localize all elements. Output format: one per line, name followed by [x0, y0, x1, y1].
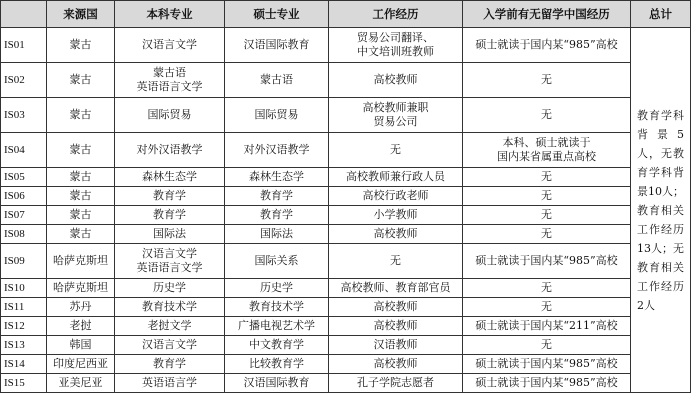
cell-prior-line: 无	[541, 227, 552, 240]
cell-country: 蒙古	[47, 187, 115, 206]
cell-id: IS14	[1, 355, 47, 374]
cell-prior-line: 无	[541, 338, 552, 351]
cell-bachelor-line: 国际法	[153, 227, 186, 240]
table-row	[1, 355, 691, 374]
table-row	[1, 133, 691, 168]
cell-bachelor-line: 英语语言学	[142, 376, 197, 389]
cell-bachelor	[115, 225, 225, 244]
table-row	[1, 225, 691, 244]
header-prior: 入学前有无留学中国经历	[463, 1, 631, 28]
cell-bachelor	[115, 206, 225, 225]
cell-work	[329, 317, 463, 336]
cell-bachelor	[115, 28, 225, 63]
cell-country: 印度尼西亚	[47, 355, 115, 374]
cell-master	[225, 133, 329, 168]
header-bachelor: 本科专业	[115, 1, 225, 28]
cell-master-line: 森林生态学	[249, 170, 304, 183]
cell-master-line: 汉语国际教育	[243, 38, 310, 51]
cell-master-line: 历史学	[260, 281, 293, 294]
cell-master	[225, 279, 329, 298]
cell-master-line: 教育学	[260, 208, 293, 221]
cell-country: 蒙古	[47, 133, 115, 168]
cell-work	[329, 355, 463, 374]
cell-bachelor-line: 教育学	[153, 208, 186, 221]
cell-bachelor	[115, 63, 225, 98]
cell-bachelor-line: 汉语言文学	[142, 338, 197, 351]
cell-bachelor	[115, 298, 225, 317]
cell-prior	[463, 279, 631, 298]
cell-prior	[463, 206, 631, 225]
cell-master	[225, 374, 329, 393]
cell-id: IS05	[1, 168, 47, 187]
cell-bachelor-line: 教育学	[153, 189, 186, 202]
cell-master	[225, 187, 329, 206]
cell-master	[225, 98, 329, 133]
cell-master	[225, 168, 329, 187]
cell-prior-line: 无	[541, 189, 552, 202]
cell-prior-line: 国内某省属重点高校	[497, 150, 596, 163]
cell-id: IS02	[1, 63, 47, 98]
cell-country: 蒙古	[47, 225, 115, 244]
cell-bachelor	[115, 279, 225, 298]
header-total: 总计	[631, 1, 691, 28]
cell-master	[225, 225, 329, 244]
cell-work-line: 高校教师兼职	[362, 101, 429, 114]
cell-prior-line: 本科、硕士就读于	[502, 136, 591, 149]
cell-bachelor	[115, 133, 225, 168]
cell-master-line: 国际贸易	[254, 108, 299, 121]
cell-bachelor-line: 国际贸易	[147, 108, 192, 121]
table-row	[1, 28, 691, 63]
cell-prior	[463, 28, 631, 63]
cell-prior	[463, 374, 631, 393]
cell-country: 蒙古	[47, 63, 115, 98]
cell-id: IS07	[1, 206, 47, 225]
table-row	[1, 298, 691, 317]
cell-bachelor-line: 森林生态学	[142, 170, 197, 183]
cell-bachelor-line: 蒙古语	[153, 66, 186, 79]
cell-prior-line: 无	[541, 281, 552, 294]
cell-master-line: 教育学	[260, 189, 293, 202]
cell-work	[329, 28, 463, 63]
table-row	[1, 206, 691, 225]
cell-bachelor	[115, 244, 225, 279]
table-row	[1, 187, 691, 206]
cell-master-line: 对外汉语教学	[243, 143, 310, 156]
cell-id: IS10	[1, 279, 47, 298]
cell-work-line: 高校教师、教育部官员	[340, 281, 451, 294]
cell-work-line: 贸易公司	[373, 115, 418, 128]
cell-bachelor	[115, 374, 225, 393]
cell-work-line: 高校教师	[373, 300, 418, 313]
cell-master	[225, 63, 329, 98]
cell-prior-line: 硕士就读于国内某“211”高校	[475, 319, 618, 332]
cell-prior	[463, 187, 631, 206]
cell-id: IS01	[1, 28, 47, 63]
cell-work	[329, 298, 463, 317]
header-row	[1, 1, 691, 28]
cell-id: IS08	[1, 225, 47, 244]
cell-work-line: 汉语教师	[373, 338, 418, 351]
cell-master-line: 汉语国际教育	[243, 376, 310, 389]
cell-bachelor	[115, 355, 225, 374]
cell-master	[225, 317, 329, 336]
table-row	[1, 279, 691, 298]
cell-work-line: 孔子学院志愿者	[357, 376, 434, 389]
cell-master	[225, 298, 329, 317]
cell-country: 苏丹	[47, 298, 115, 317]
cell-country: 韩国	[47, 336, 115, 355]
cell-bachelor-line: 英语语言文学	[136, 80, 203, 93]
cell-work	[329, 206, 463, 225]
cell-country: 蒙古	[47, 206, 115, 225]
cell-bachelor-line: 汉语言文学	[142, 247, 197, 260]
cell-master-line: 广播电视艺术学	[238, 319, 315, 332]
cell-master-line: 比较教育学	[249, 357, 304, 370]
header-country: 来源国	[47, 1, 115, 28]
cell-prior-line: 硕士就读于国内某“985”高校	[475, 357, 618, 370]
cell-prior	[463, 98, 631, 133]
cell-work-line: 高校教师	[373, 357, 418, 370]
cell-master-line: 中文教育学	[249, 338, 304, 351]
cell-work-line: 高校教师	[373, 73, 418, 86]
table-row	[1, 98, 691, 133]
cell-master-line: 蒙古语	[260, 73, 293, 86]
cell-bachelor-line: 老挝文学	[147, 319, 192, 332]
cell-country: 亚美尼亚	[47, 374, 115, 393]
cell-master-line: 国际关系	[254, 254, 299, 267]
table-row	[1, 317, 691, 336]
cell-bachelor-line: 英语语言文学	[136, 261, 203, 274]
cell-prior	[463, 355, 631, 374]
cell-prior	[463, 133, 631, 168]
table-header	[1, 1, 691, 28]
table-row	[1, 168, 691, 187]
cell-work	[329, 279, 463, 298]
cell-master	[225, 244, 329, 279]
table-row	[1, 244, 691, 279]
cell-bachelor	[115, 187, 225, 206]
cell-work-line: 高校教师	[373, 319, 418, 332]
cell-prior-line: 无	[541, 170, 552, 183]
cell-work	[329, 374, 463, 393]
cell-master	[225, 355, 329, 374]
cell-work-line: 高校教师兼行政人员	[346, 170, 445, 183]
cell-work-line: 高校行政老师	[362, 189, 429, 202]
cell-work	[329, 187, 463, 206]
cell-bachelor	[115, 336, 225, 355]
cell-master	[225, 336, 329, 355]
cell-prior	[463, 336, 631, 355]
cell-id: IS09	[1, 244, 47, 279]
cell-prior	[463, 225, 631, 244]
table-row	[1, 374, 691, 393]
cell-work-line: 高校教师	[373, 227, 418, 240]
cell-work	[329, 63, 463, 98]
cell-prior-line: 硕士就读于国内某“985”高校	[475, 376, 618, 389]
cell-bachelor-line: 对外汉语教学	[136, 143, 203, 156]
cell-prior-line: 硕士就读于国内某“985”高校	[475, 38, 618, 51]
cell-work-line: 无	[390, 254, 401, 267]
cell-work	[329, 98, 463, 133]
cell-id: IS04	[1, 133, 47, 168]
cell-prior	[463, 317, 631, 336]
cell-bachelor	[115, 317, 225, 336]
cell-prior-line: 无	[541, 208, 552, 221]
cell-country: 老挝	[47, 317, 115, 336]
cell-id: IS13	[1, 336, 47, 355]
cell-bachelor-line: 教育学	[153, 357, 186, 370]
cell-work	[329, 225, 463, 244]
cell-work-line: 无	[390, 143, 401, 156]
cell-id: IS03	[1, 98, 47, 133]
cell-prior	[463, 298, 631, 317]
cell-id: IS12	[1, 317, 47, 336]
cell-prior-line: 无	[541, 300, 552, 313]
header-id	[1, 1, 47, 28]
cell-bachelor	[115, 98, 225, 133]
summary-cell: 教育学科背景5人，无教育学科背景10人；教育相关工作经历13人；无教育相关工作经历2人	[631, 28, 691, 393]
cell-bachelor-line: 汉语言文学	[142, 38, 197, 51]
table-row	[1, 336, 691, 355]
cell-prior-line: 无	[541, 73, 552, 86]
cell-bachelor-line: 教育技术学	[142, 300, 197, 313]
cell-prior-line: 硕士就读于国内某“985”高校	[475, 254, 618, 267]
cell-master	[225, 206, 329, 225]
table-row	[1, 63, 691, 98]
cell-prior	[463, 168, 631, 187]
cell-prior-line: 无	[541, 108, 552, 121]
cell-bachelor-line: 历史学	[153, 281, 186, 294]
header-work: 工作经历	[329, 1, 463, 28]
cell-work	[329, 168, 463, 187]
cell-work-line: 中文培训班教师	[357, 45, 434, 58]
cell-work-line: 贸易公司翻译、	[357, 31, 434, 44]
cell-country: 蒙古	[47, 168, 115, 187]
cell-country: 哈萨克斯坦	[47, 244, 115, 279]
cell-country: 蒙古	[47, 28, 115, 63]
cell-prior	[463, 244, 631, 279]
cell-prior	[463, 63, 631, 98]
header-master: 硕士专业	[225, 1, 329, 28]
cell-work	[329, 244, 463, 279]
cell-id: IS15	[1, 374, 47, 393]
cell-work-line: 小学教师	[373, 208, 418, 221]
cell-country: 蒙古	[47, 98, 115, 133]
cell-country: 哈萨克斯坦	[47, 279, 115, 298]
cell-master-line: 教育技术学	[249, 300, 304, 313]
cell-master-line: 国际法	[260, 227, 293, 240]
cell-work	[329, 133, 463, 168]
cell-bachelor	[115, 168, 225, 187]
cell-master	[225, 28, 329, 63]
cell-work	[329, 336, 463, 355]
table-body	[1, 28, 691, 393]
cell-id: IS06	[1, 187, 47, 206]
cell-id: IS11	[1, 298, 47, 317]
